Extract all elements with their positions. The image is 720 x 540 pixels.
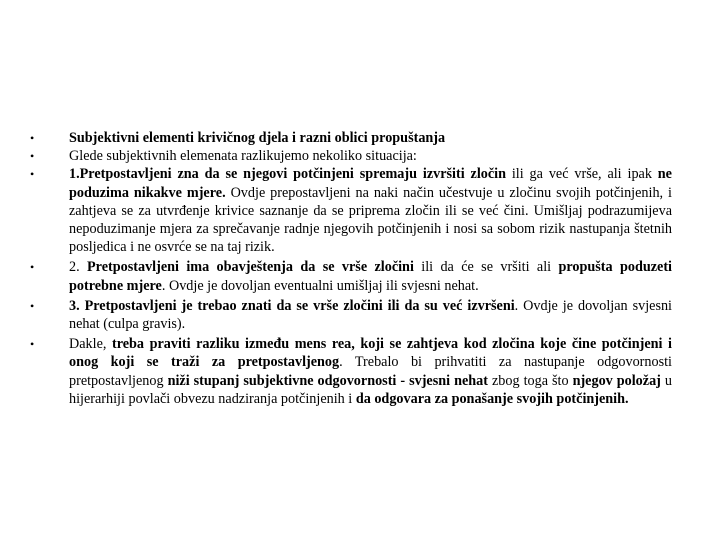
bullet-item-4 xyxy=(30,258,672,294)
bullet-item-1 xyxy=(30,129,672,147)
item-3-part-2: ili ga već vrše, ali ipak xyxy=(505,166,658,183)
item-4-part-1: 2. xyxy=(69,259,88,276)
bullet-item-2 xyxy=(30,147,672,165)
bullet-icon: • xyxy=(30,167,35,182)
bullet-icon: • xyxy=(30,131,35,145)
bullet-icon: • xyxy=(30,337,35,352)
bullet-list xyxy=(30,129,672,408)
item-6-part-3: . Trebalo bi prihvatiti za nastupanje odgovornosti pretpostavljenog xyxy=(69,354,673,389)
bullet-icon: • xyxy=(30,149,35,164)
item-6-part-5: zbog toga što xyxy=(487,372,573,389)
bullet-item-6 xyxy=(30,335,672,408)
item-6-part-6: njegov položaj xyxy=(572,372,661,389)
item-6-part-4: niži stupanj subjektivne odgovornosti - svjesni nehat xyxy=(167,372,488,389)
bullet-icon: • xyxy=(30,260,35,275)
bullet-item-5 xyxy=(30,297,672,333)
item-4-part-4: propušta poduzeti potrebne mjere xyxy=(69,259,672,294)
item-4-part-5: . Ovdje je dovoljan eventualni umišljaj ili svjesni nehat. xyxy=(161,277,479,294)
item-3-part-3: ne poduzima nikakve mjere. xyxy=(69,166,672,201)
item-6-part-7: u hijerarhiji povlači obvezu nadziranja potčinjenih i xyxy=(69,372,673,407)
item-3-part-4: Ovdje prepostavljeni na naki način učestvuje u zločinu svojih potčinjenih, i zahtjeva se za utvrđenje krivice saznanje da se priprema zločin ili se već čini. Umišljaj podrazumijeva nepoduzimanje mjera za sprečavanje radnje njegovih potčinjenih i nosi sa sobom rizik nastupanja štetnih posljedica i ne osvrće se na taj rizik. xyxy=(69,184,672,256)
item-6-part-2: treba praviti razliku između mens rea, koji se zahtjeva kod zločina koje čine potčinjeni i onog koji se traži za pretpostavljenog xyxy=(69,336,672,371)
bullet-item-3 xyxy=(30,165,672,256)
item-6-part-1: Dakle, xyxy=(69,336,112,353)
item-5-part-1: 3. Pretpostavljeni je trebao znati da se vrše zločini ili da su već izvršeni xyxy=(69,297,515,314)
item-2-text: Glede subjektivnih elemenata razlikujemo nekoliko situacija: xyxy=(69,148,417,165)
item-3-part-1: 1.Pretpostavljeni zna da se njegovi potčinjeni spremaju izvršiti zločin xyxy=(69,166,506,183)
item-6-part-8: da odgovara za ponašanje svojih potčinjenih. xyxy=(355,390,629,407)
item-4-part-3: ili da će se vršiti ali xyxy=(413,259,559,276)
item-4-part-2: Pretpostavljeni ima obavještenja da se vrše zločini xyxy=(87,259,414,276)
item-5-part-2: . Ovdje je dovoljan svjesni nehat (culpa gravis). xyxy=(69,297,672,333)
bullet-icon: • xyxy=(30,298,35,313)
item-1-text-bold: Subjektivni elementi krivičnog djela i razni oblici propuštanja xyxy=(69,130,446,146)
